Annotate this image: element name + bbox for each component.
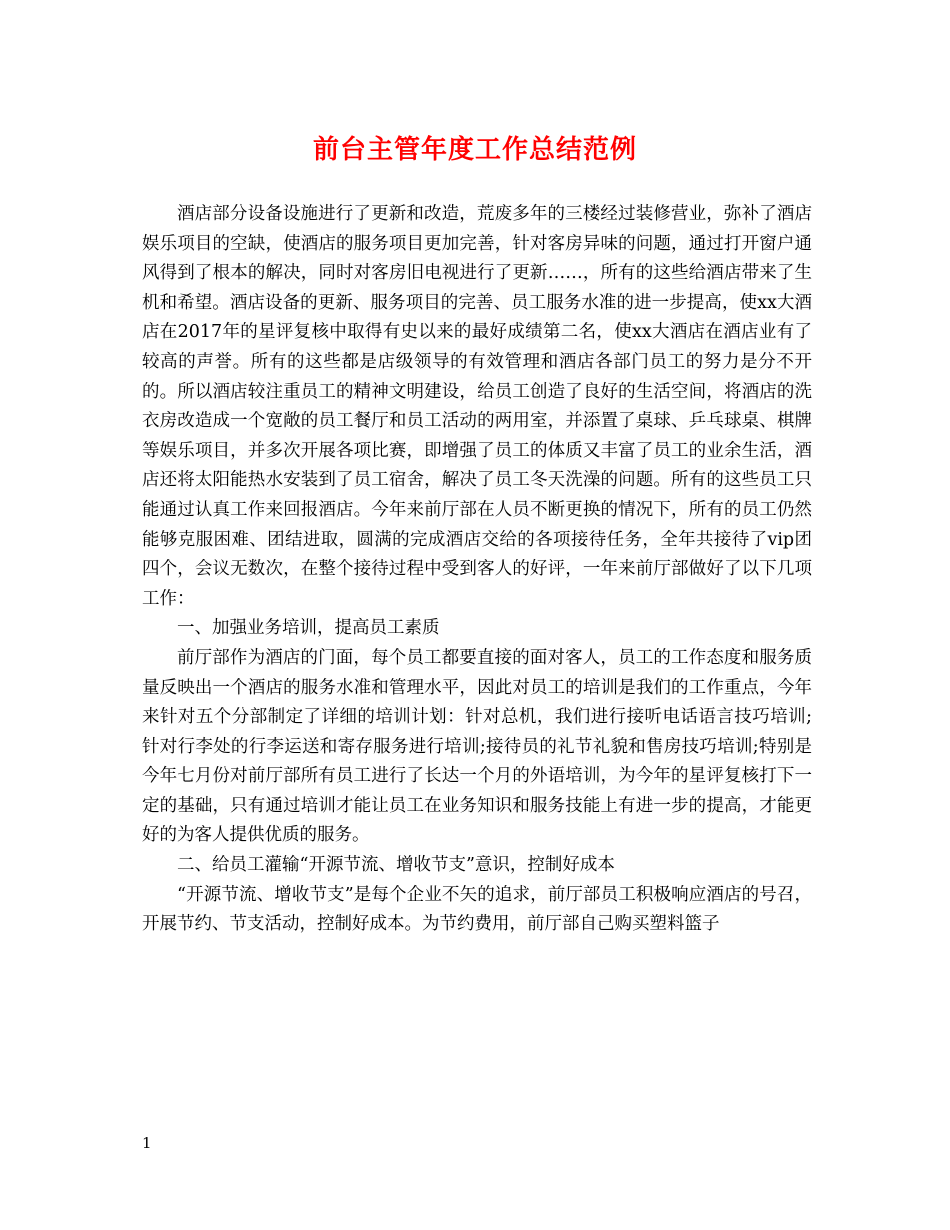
document-body [142,200,812,940]
page-number: 1 [142,1134,152,1152]
section-heading-cost-control: 二、给员工灌输“开源节流、增收节支”意识，控制好成本 [177,855,615,876]
section-heading-training: 一、加强业务培训，提高员工素质 [177,618,440,639]
paragraph-cost-control: “开源节流、增收节支”是每个企业不矢的追求，前厅部员工积极响应酒店的号召，开展节约、节支活动，控制好成本。为节约费用，前厅部自己购买塑料篮子 [142,884,812,935]
page-title: 前台主管年度工作总结范例 [312,135,637,165]
paragraph-training: 前厅部作为酒店的门面，每个员工都要直接的面对客人，员工的工作态度和服务质量反映出一个酒店的服务水准和管理水平，因此对员工的培训是我们的工作重点，今年来针对五个分部制定了详细的培训计划：针对总机，我们进行接听电话语言技巧培训;针对行李处的行李运送和寄存服务进行培训;接待员的礼节礼貌和售房技巧培训;特别是今年七月份对前厅部所有员工进行了长达一个月的外语培训，为今年的星评复核打下一定的基础，只有通过培训才能让员工在业务知识和服务技能上有进一步的提高，才能更好的为客人提供优质的服务。 [142,647,812,846]
paragraph-intro: 酒店部分设备设施进行了更新和改造，荒废多年的三楼经过装修营业，弥补了酒店娱乐项目的空缺，使酒店的服务项目更加完善，针对客房异味的问题，通过打开窗户通风得到了根本的解决，同时对客房旧电视进行了更新……，所有的这些给酒店带来了生机和希望。酒店设备的更新、服务项目的完善、员工服务水准的进一步提高，使xx大酒店在2017年的星评复核中取得有史以来的最好成绩第二名，使xx大酒店在酒店业有了较高的声誉。所有的这些都是店级领导的有效管理和酒店各部门员工的努力是分不开的。所以酒店较注重员工的精神文明建设，给员工创造了良好的生活空间，将酒店的洗衣房改造成一个宽敞的员工餐厅和员工活动的两用室，并添置了桌球、乒乓球桌、棋牌等娱乐项目，并多次开展各项比赛，即增强了员工的体质又丰富了员工的业余生活，酒店还将太阳能热水安装到了员工宿舍，解决了员工冬天洗澡的问题。所有的这些员工只能通过认真工作来回报酒店。今年来前厅部在人员不断更换的情况下，所有的员工仍然能够克服困难、团结进取，圆满的完成酒店交给的各项接待任务，全年共接待了vip团四个，会议无数次，在整个接待过程中受到客人的好评，一年来前厅部做好了以下几项工作： [142,204,812,609]
